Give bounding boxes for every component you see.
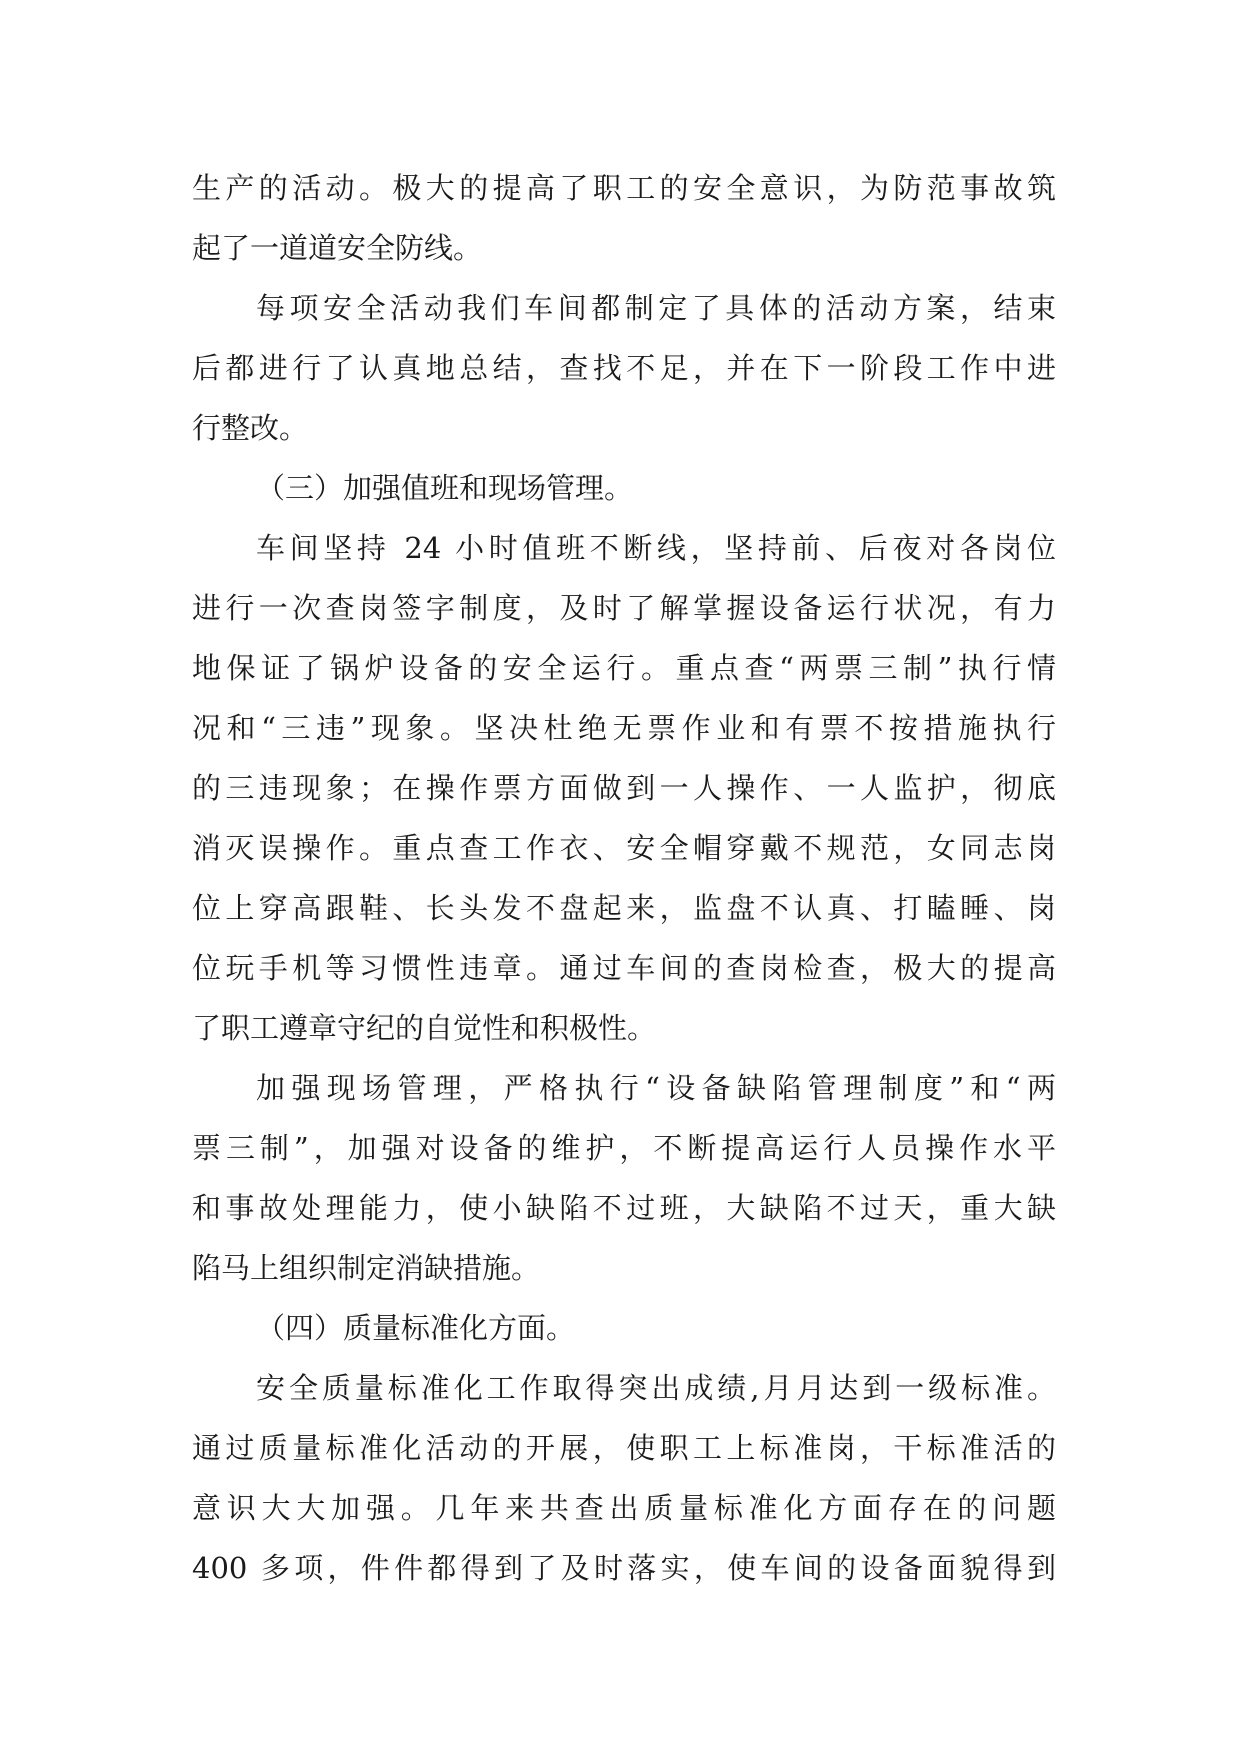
text-line: 意识大大加强。几年来共查出质量标准化方面存在的问题 (192, 1491, 1056, 1525)
text-line: 起了一道道安全防线。 (192, 231, 483, 265)
text-line: 车间坚持 24 小时值班不断线，坚持前、后夜对各岗位 (256, 531, 1056, 565)
text-line: 地保证了锅炉设备的安全运行。重点查“两票三制”执行情 (192, 651, 1056, 685)
text-line: 位上穿高跟鞋、长头发不盘起来，监盘不认真、打瞌睡、岗 (192, 891, 1056, 925)
text-line: 票三制”，加强对设备的维护，不断提高运行人员操作水平 (192, 1131, 1056, 1165)
text-line: 消灭误操作。重点查工作衣、安全帽穿戴不规范，女同志岗 (192, 831, 1056, 865)
text-line: 况和“三违”现象。坚决杜绝无票作业和有票不按措施执行 (192, 711, 1056, 745)
text-line: 后都进行了认真地总结，查找不足，并在下一阶段工作中进 (192, 351, 1056, 385)
text-line: 安全质量标准化工作取得突出成绩,月月达到一级标准。 (256, 1371, 1056, 1405)
text-line: 位玩手机等习惯性违章。通过车间的查岗检查，极大的提高 (192, 951, 1056, 985)
text-line: 400 多项，件件都得到了及时落实，使车间的设备面貌得到 (192, 1551, 1056, 1585)
text-line: 加强现场管理，严格执行“设备缺陷管理制度”和“两 (256, 1071, 1056, 1105)
text-line: 了职工遵章守纪的自觉性和积极性。 (192, 1011, 657, 1045)
text-line: 的三违现象；在操作票方面做到一人操作、一人监护，彻底 (192, 771, 1056, 805)
text-line: 每项安全活动我们车间都制定了具体的活动方案，结束 (256, 291, 1056, 325)
text-line: 生产的活动。极大的提高了职工的安全意识，为防范事故筑 (192, 171, 1056, 205)
text-line: 通过质量标准化活动的开展，使职工上标准岗，干标准活的 (192, 1431, 1056, 1465)
text-line: 进行一次查岗签字制度，及时了解掌握设备运行状况，有力 (192, 591, 1056, 625)
text-line: 和事故处理能力，使小缺陷不过班，大缺陷不过天，重大缺 (192, 1191, 1056, 1225)
section-heading: （三）加强值班和现场管理。 (256, 471, 634, 505)
section-heading: （四）质量标准化方面。 (256, 1311, 576, 1345)
text-line: 陷马上组织制定消缺措施。 (192, 1251, 541, 1285)
text-line: 行整改。 (192, 411, 309, 445)
